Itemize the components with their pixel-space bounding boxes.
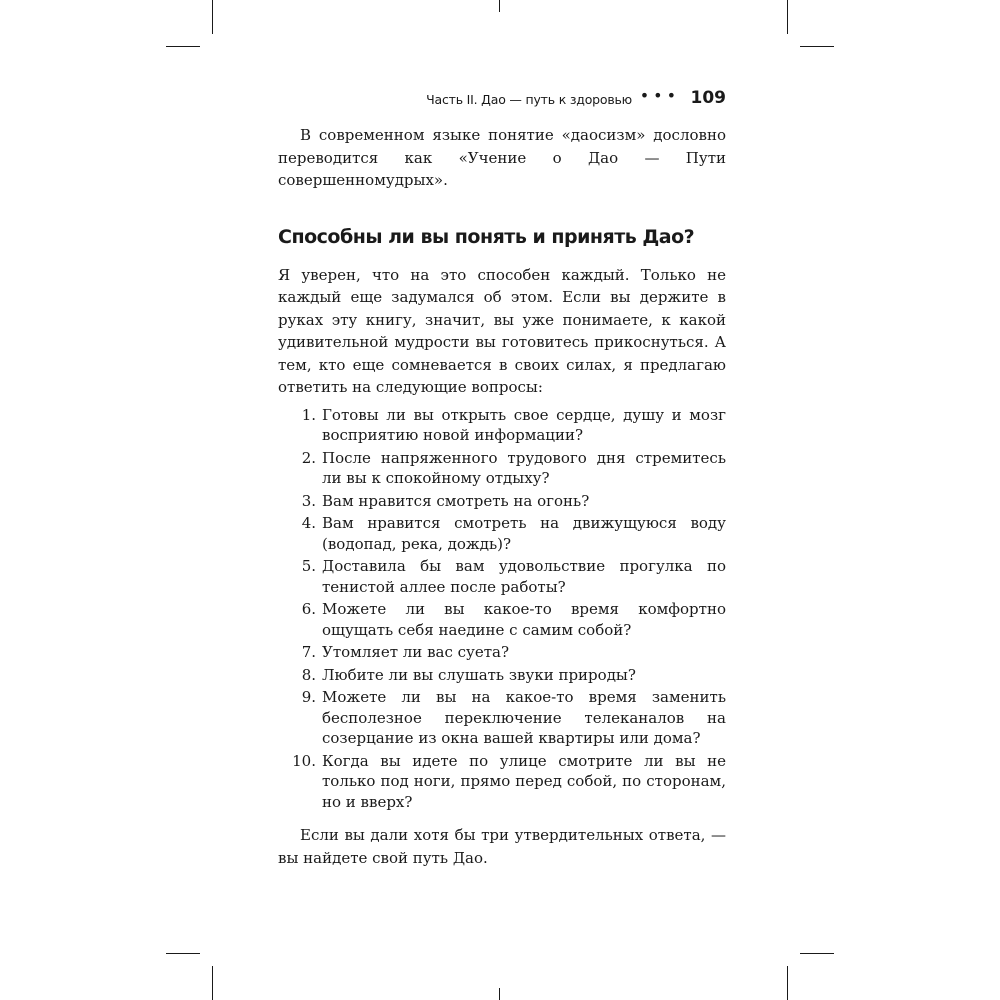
- crop-mark-bottom-right: [787, 966, 788, 1000]
- list-item: [278, 491, 726, 512]
- list-item: [278, 642, 726, 663]
- list-item: [278, 556, 726, 597]
- list-item-number: 9.: [301, 688, 316, 706]
- list-item: [278, 687, 726, 749]
- list-item-number: 5.: [301, 557, 316, 575]
- list-item: [278, 513, 726, 554]
- crop-mark-top-center: [499, 0, 500, 12]
- crop-mark-bottom-left: [212, 966, 213, 1000]
- list-item-text: Доставила бы вам удовольствие прогулка по тенистой аллее после работы?: [322, 557, 726, 596]
- intro-paragraph: В современном языке понятие «даосизм» дословно переводится как «Учение о Дао — Пути совершенномудрых».: [278, 126, 726, 189]
- list-item-number: 3.: [301, 491, 316, 510]
- list-item-number: 10.: [292, 751, 316, 770]
- running-head-dots: •••: [639, 86, 680, 105]
- list-item-text: Можете ли вы какое-то время комфортно ощущать себя наедине с самим собой?: [322, 600, 726, 639]
- list-item-text: После напряженного трудового дня стремитесь ли вы к спокойному отдыху?: [322, 448, 726, 487]
- list-item-text: Утомляет ли вас суета?: [322, 643, 510, 661]
- list-item: [278, 405, 726, 446]
- page-number: 109: [690, 88, 726, 108]
- crop-mark-right-top: [800, 46, 834, 47]
- crop-mark-right-bottom: [800, 953, 834, 954]
- list-item-text: Вам нравится смотреть на огонь?: [322, 491, 590, 510]
- list-item-number: 6.: [301, 600, 316, 618]
- list-item: [278, 599, 726, 640]
- list-item-number: 4.: [301, 514, 316, 532]
- running-head-title: Часть II. Дао — путь к здоровью: [426, 92, 632, 107]
- crop-mark-left-bottom: [166, 953, 200, 954]
- crop-mark-top-left: [212, 0, 213, 34]
- list-item-text: Вам нравится смотреть на движущуюся воду (водопад, река, дождь)?: [322, 514, 726, 553]
- book-page: [278, 86, 726, 869]
- running-head: [278, 86, 726, 114]
- conclusion-paragraph: Если вы дали хотя бы три утвердительных ответа, — вы найдете свой путь Дао.: [278, 826, 726, 867]
- list-item-text: Когда вы идете по улице смотрите ли вы не только под ноги, прямо перед собой, по сторонам, но и вверх?: [322, 751, 726, 811]
- section-heading: Способны ли вы понять и принять Дао?: [278, 225, 695, 248]
- crop-mark-left-top: [166, 46, 200, 47]
- list-item-number: 7.: [301, 643, 316, 661]
- list-item-text: Можете ли вы на какое-то время заменить бесполезное переключение телеканалов на созерцание из окна вашей квартиры или дома?: [322, 688, 726, 747]
- list-item: [278, 448, 726, 489]
- list-item: [278, 751, 726, 813]
- list-item-text: Любите ли вы слушать звуки природы?: [322, 665, 636, 684]
- questions-list: [278, 405, 726, 813]
- lead-paragraph: Я уверен, что на это способен каждый. Только не каждый еще задумался об этом. Если вы держите в руках эту книгу, значит, вы уже понимаете, к какой удивительной мудрости вы готовитесь прикоснуться. А тем, кто еще сомневается в своих силах, я предлагаю ответить на следующие вопросы:: [278, 265, 726, 396]
- list-item-number: 2.: [301, 448, 316, 467]
- crop-mark-top-right: [787, 0, 788, 34]
- crop-mark-bottom-center: [499, 988, 500, 1000]
- list-item-number: 8.: [301, 665, 316, 684]
- list-item-number: 1.: [301, 405, 316, 424]
- list-item: [278, 665, 726, 686]
- list-item-text: Готовы ли вы открыть свое сердце, душу и мозг восприятию новой информации?: [322, 405, 726, 444]
